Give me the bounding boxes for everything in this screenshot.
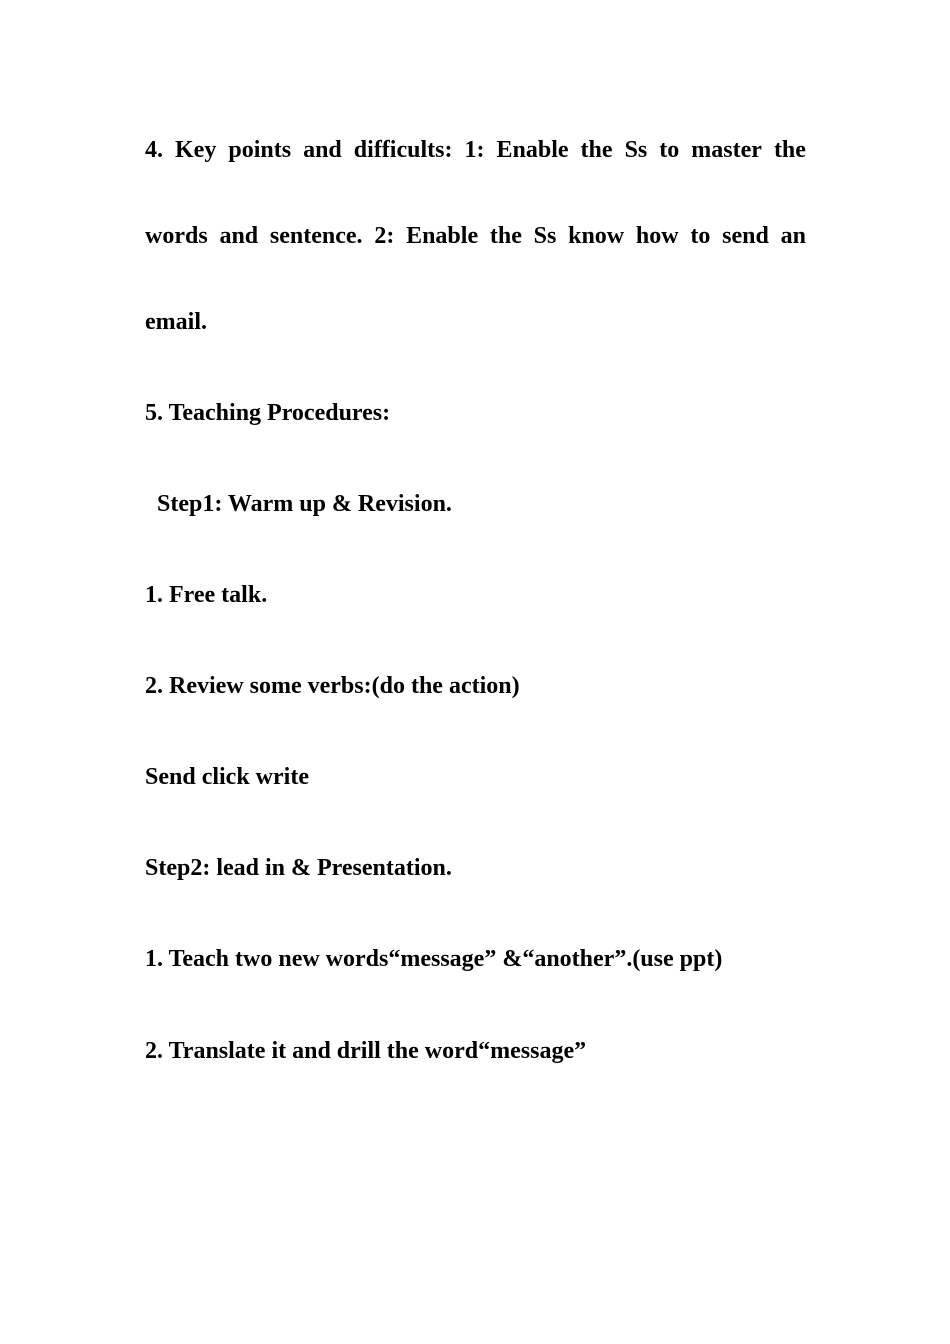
word: sentence. bbox=[269, 223, 363, 249]
word: points bbox=[228, 137, 292, 163]
word: an bbox=[780, 223, 806, 249]
word: 1: bbox=[464, 137, 485, 163]
procedures-heading: 5. Teaching Procedures: bbox=[145, 400, 391, 426]
word: the bbox=[773, 137, 806, 163]
word: and bbox=[219, 223, 259, 249]
word: difficults: bbox=[353, 137, 453, 163]
word: know bbox=[568, 223, 625, 249]
key-points-line-3: email. bbox=[145, 309, 207, 335]
key-points-line-2 bbox=[145, 222, 806, 250]
word: words bbox=[145, 223, 208, 249]
word: the bbox=[580, 137, 613, 163]
word: Ss bbox=[624, 137, 648, 163]
word: 2: bbox=[374, 223, 395, 249]
step1-item: 2. Review some verbs:(do the action) bbox=[145, 673, 520, 699]
word: and bbox=[303, 137, 342, 163]
step1-heading: Step1: Warm up & Revision. bbox=[157, 491, 452, 517]
step2-item: 2. Translate it and drill the word“message” bbox=[145, 1038, 587, 1064]
word: to bbox=[659, 137, 680, 163]
word: how bbox=[635, 223, 679, 249]
word: Enable bbox=[496, 137, 569, 163]
word: to bbox=[690, 223, 711, 249]
step2-heading: Step2: lead in & Presentation. bbox=[145, 855, 452, 881]
word: master bbox=[691, 137, 762, 163]
key-points-line-1 bbox=[145, 136, 806, 164]
step1-item: 1. Free talk. bbox=[145, 582, 268, 608]
word: the bbox=[489, 223, 522, 249]
word: Ss bbox=[533, 223, 557, 249]
word: send bbox=[722, 223, 769, 249]
word: Key bbox=[175, 137, 217, 163]
step1-item: Send click write bbox=[145, 764, 309, 790]
word: 4. bbox=[145, 137, 163, 163]
step2-item: 1. Teach two new words“message” &“another”.(use ppt) bbox=[145, 946, 723, 972]
word: Enable bbox=[406, 223, 479, 249]
